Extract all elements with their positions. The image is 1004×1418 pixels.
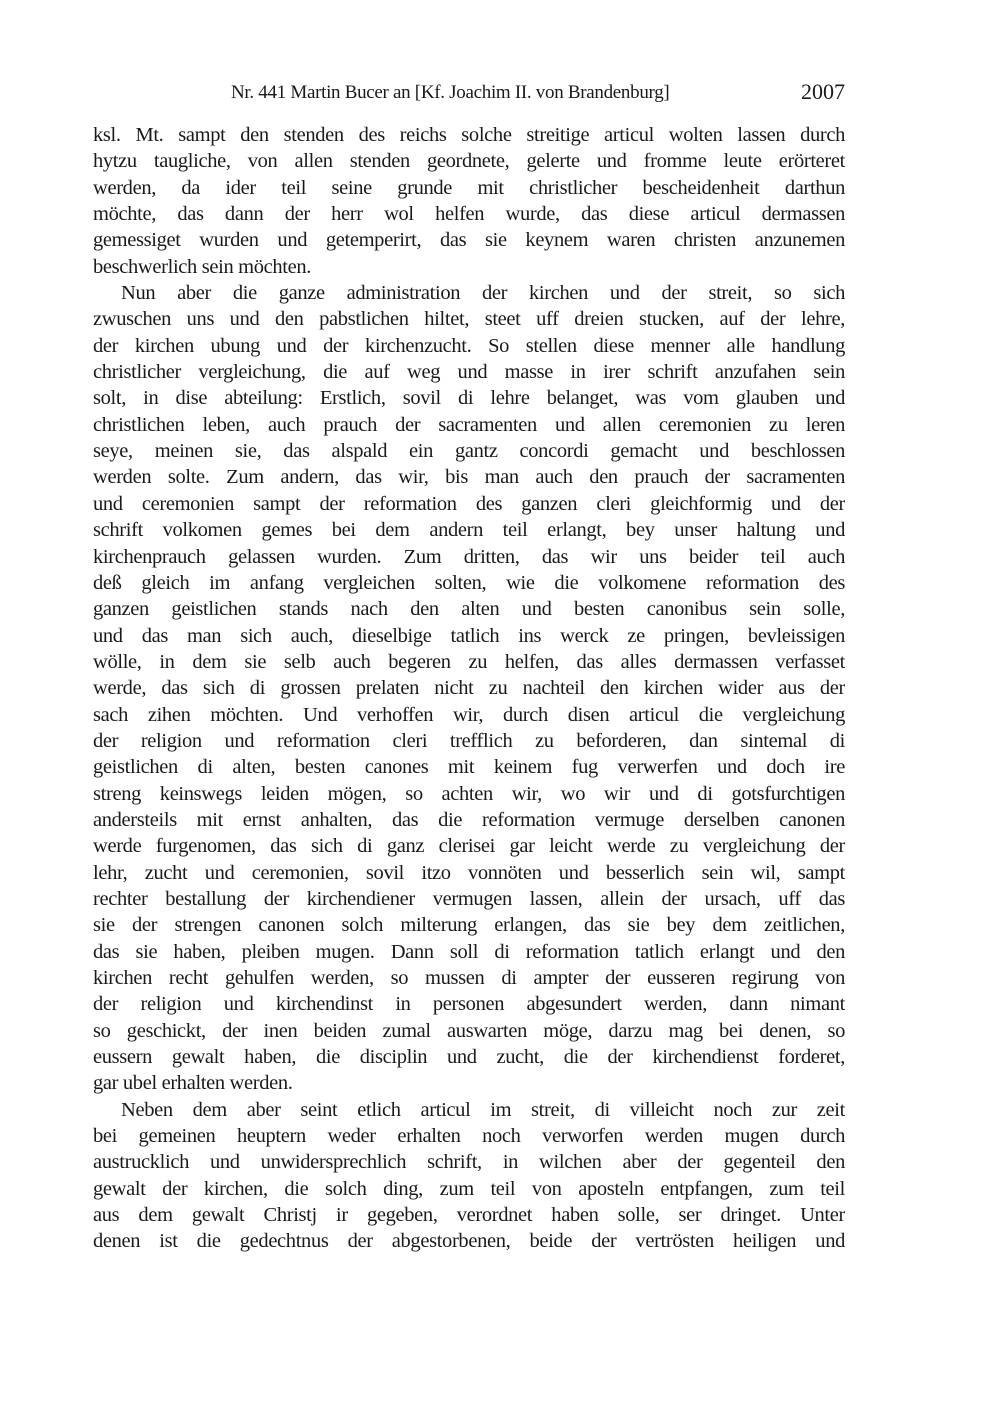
text-line: und das man sich auch, dieselbige tatlich ins werck ze pringen, bevleissigen <box>93 624 845 647</box>
text-line: das sie haben, pleiben mugen. Dann soll di reformation tatlich erlangt und den <box>93 940 845 963</box>
text-line: Nun aber die ganze administration der kirchen und der streit, so sich <box>121 282 845 305</box>
text-line: aus dem gewalt Christj ir gegeben, verordnet haben solle, ser dringet. Unter <box>93 1204 845 1227</box>
text-line: beschwerlich sein möchten. <box>93 255 312 278</box>
text-line: schrift volkomen gemes bei dem andern teil erlangt, bey unser haltung und <box>93 519 845 542</box>
text-line: rechter bestallung der kirchendiener vermugen lassen, allein der ursach, uff das <box>93 887 845 910</box>
text-line: Neben dem aber seint etlich articul im streit, di villeicht noch zur zeit <box>121 1098 845 1121</box>
text-line: seye, meinen sie, das alspald ein gantz concordi gemacht und beschlossen <box>93 440 845 463</box>
text-line: bei gemeinen heuptern weder erhalten noch verworfen werden mugen durch <box>93 1125 845 1148</box>
text-line: zwuschen uns und den pabstlichen hiltet, steet uff dreien stucken, auf der lehre, <box>93 308 845 331</box>
text-line: eussern gewalt haben, die disciplin und zucht, die der kirchendienst forderet, <box>93 1046 845 1069</box>
running-title: Nr. 441 Martin Bucer an [Kf. Joachim II. von Brandenburg] <box>231 82 670 103</box>
text-line: austrucklich und unwidersprechlich schrift, in wilchen aber der gegenteil den <box>93 1151 845 1174</box>
text-line: gewalt der kirchen, die solch ding, zum teil von aposteln entpfangen, zum teil <box>93 1177 845 1200</box>
text-line: christlicher vergleichung, die auf weg und masse in irer schrift anzufahen sein <box>93 361 845 384</box>
text-line: hytzu taugliche, von allen stenden geordnete, gelerte und fromme leute erörteret <box>93 150 845 173</box>
paragraph <box>93 1097 845 1255</box>
text-line: christlichen leben, auch prauch der sacramenten und allen ceremonien zu leren <box>93 413 845 436</box>
text-line: werden solte. Zum andern, das wir, bis man auch den prauch der sacramenten <box>93 466 845 489</box>
text-line: denen ist die gedechtnus der abgestorbenen, beide der vertrösten heiligen und <box>93 1230 845 1253</box>
text-line: kirchenprauch gelassen wurden. Zum dritten, das wir uns beider teil auch <box>93 545 845 568</box>
running-header <box>93 80 845 108</box>
text-line: deß gleich im anfang vergleichen solten, wie die volkomene reformation des <box>93 571 845 594</box>
text-line: möchte, das dann der herr wol helfen wurde, das diese articul dermassen <box>93 203 845 226</box>
text-line: andersteils mit ernst anhalten, das die reformation vermuge derselben canonen <box>93 808 845 831</box>
text-line: kirchen recht gehulfen werden, so mussen di ampter der eusseren regirung von <box>93 967 845 989</box>
text-line: gemessiget wurden und getemperirt, das sie keynem waren christen anzunemen <box>93 229 845 252</box>
text-line: wölle, in dem sie selb auch begeren zu helfen, das alles dermassen verfasset <box>93 650 845 673</box>
text-line: werden, da ider teil seine grunde mit christlicher bescheidenheit darthun <box>93 176 845 199</box>
text-line: sie der strengen canonen solch milterung erlangen, das sie bey dem zeitlichen, <box>93 914 845 937</box>
text-line: werde furgenomen, das sich di ganz clerisei gar leicht werde zu vergleichung der <box>93 835 845 858</box>
paragraph <box>93 280 845 1097</box>
text-line: solt, in dise abteilung: Erstlich, sovil di lehre belanget, was vom glauben und <box>93 387 845 410</box>
text-line: so geschickt, der inen beiden zumal auswarten möge, darzu mag bei denen, so <box>93 1019 845 1042</box>
paragraph <box>93 122 845 280</box>
text-line: ganzen geistlichen stands nach den alten und besten canonibus sein solle, <box>93 598 845 621</box>
text-line: und ceremonien sampt der reformation des ganzen cleri gleichformig und der <box>93 492 845 515</box>
text-line: lehr, zucht und ceremonien, sovil itzo vonnöten und besserlich sein wil, sampt <box>93 861 845 884</box>
text-line: ksl. Mt. sampt den stenden des reichs solche streitige articul wolten lassen durch <box>93 124 845 146</box>
text-line: der religion und reformation cleri trefflich zu beforderen, dan sintemal di <box>93 729 845 752</box>
text-line: der religion und kirchendinst in personen abgesundert werden, dann nimant <box>93 993 845 1016</box>
text-line: werde, das sich di grossen prelaten nicht zu nachteil den kirchen wider aus der <box>93 677 845 700</box>
page-number: 2007 <box>801 79 845 104</box>
text-line: der kirchen ubung und der kirchenzucht. So stellen diese menner alle handlung <box>93 334 845 357</box>
text-line: gar ubel erhalten werden. <box>93 1072 293 1095</box>
text-line: sach zihen möchten. Und verhoffen wir, durch disen articul die vergleichung <box>93 703 845 726</box>
text-line: streng keinswegs leiden mögen, so achten wir, wo wir und di gotsfurchtigen <box>93 782 845 805</box>
text-line: geistlichen di alten, besten canones mit keinem fug verwerfen und doch ire <box>93 756 845 779</box>
body-text <box>93 122 845 1255</box>
